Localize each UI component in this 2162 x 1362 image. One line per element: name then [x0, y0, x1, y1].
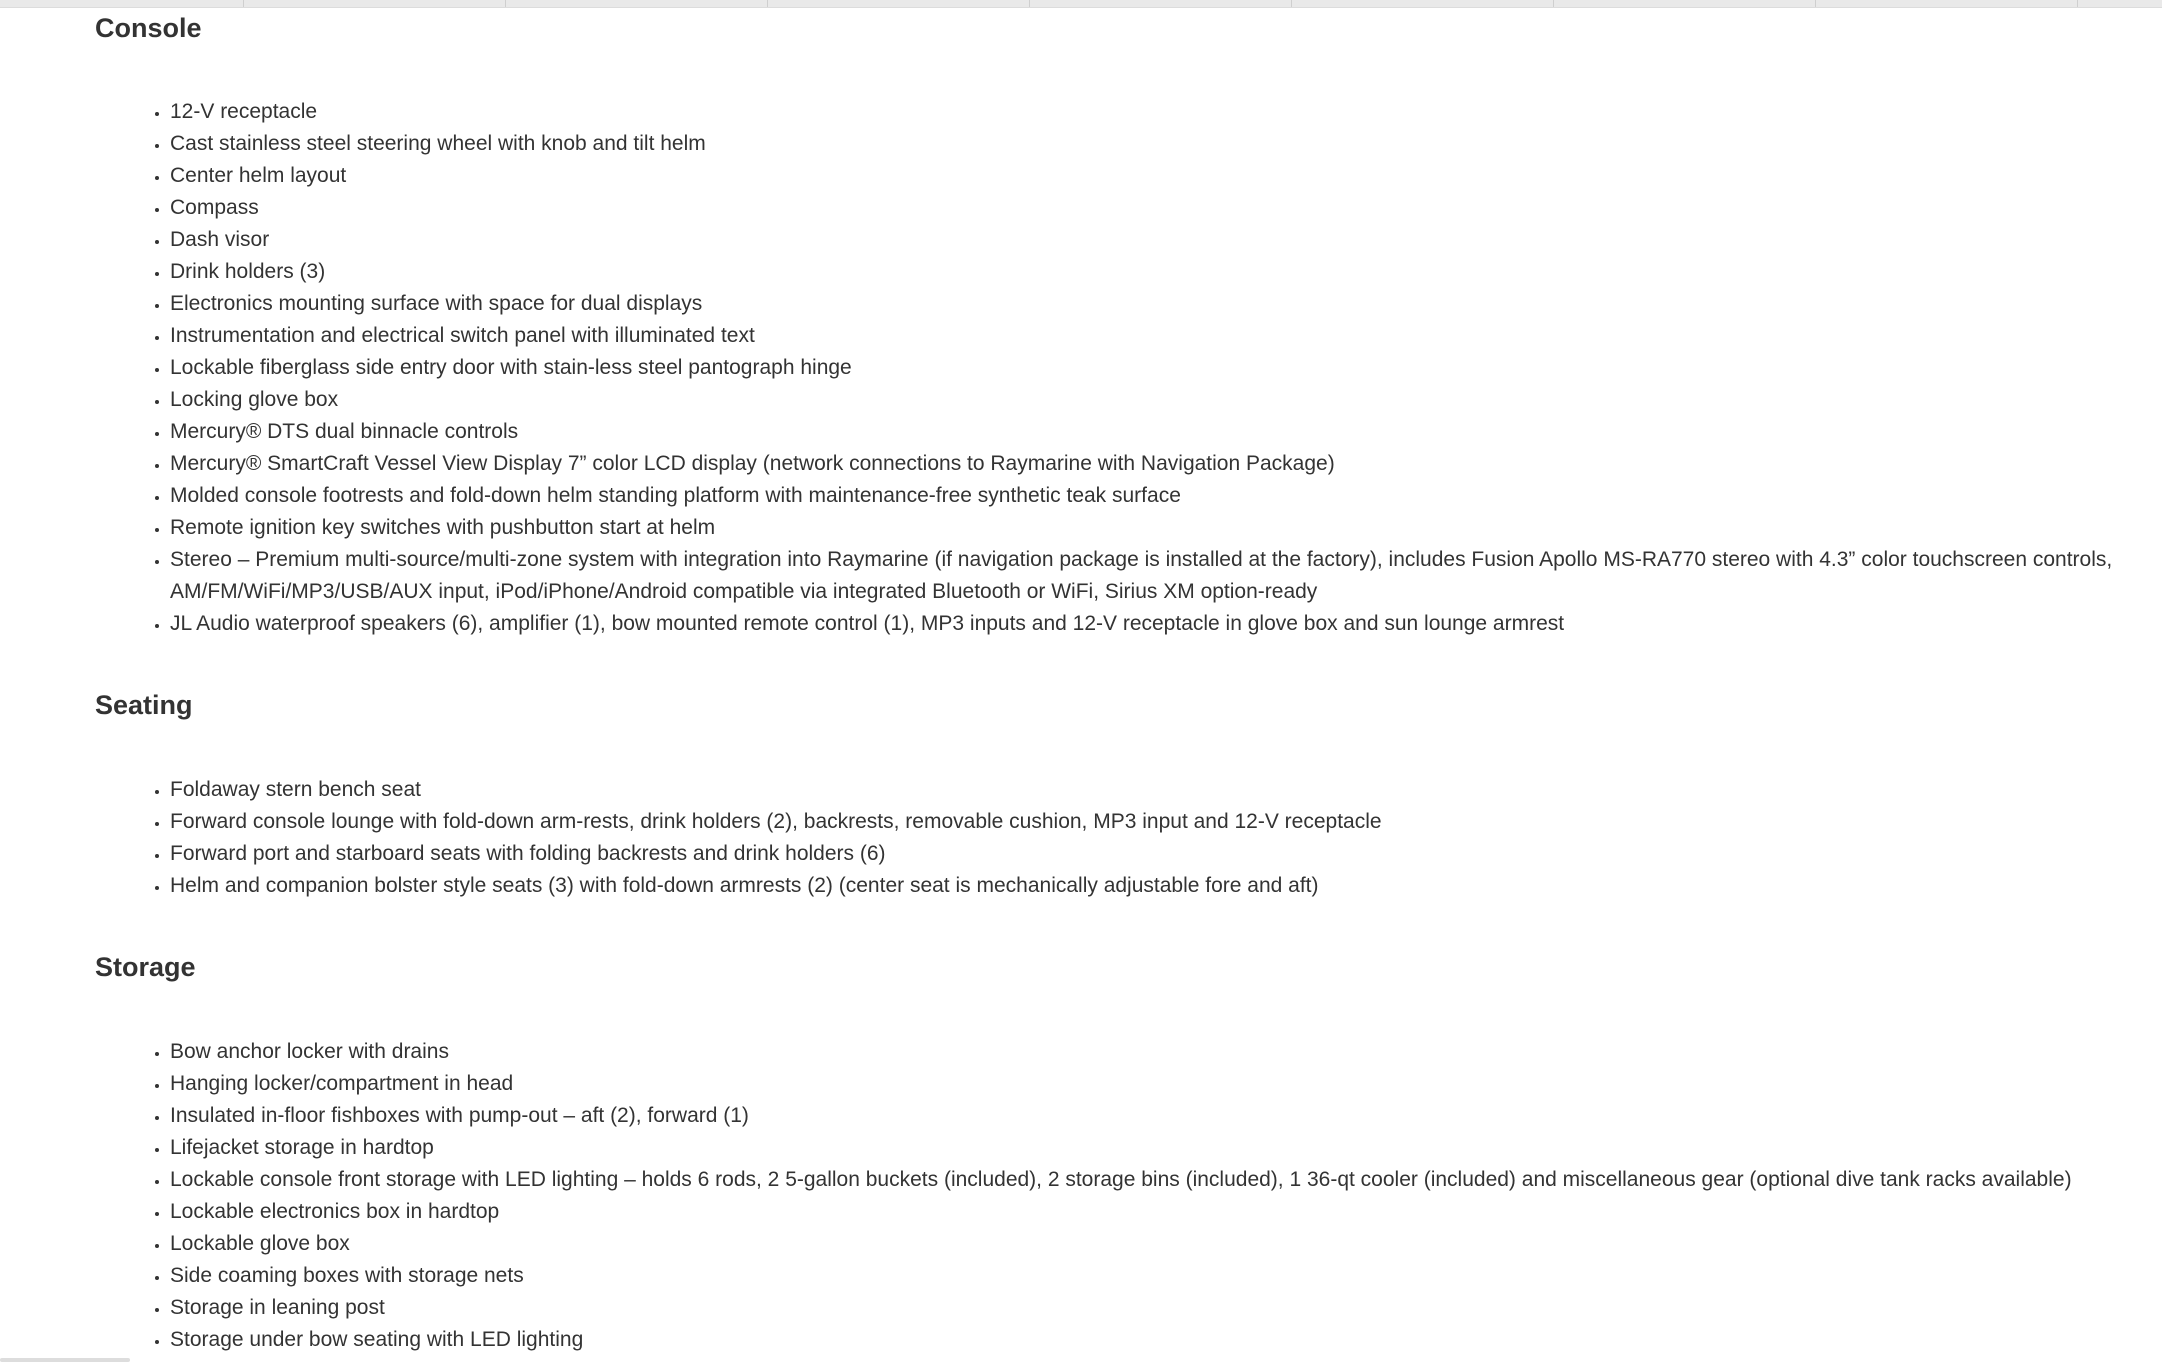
seating-feature-list: [95, 774, 2135, 902]
column-divider: [2077, 0, 2078, 7]
list-item: • 12-V receptacle: [170, 96, 2135, 128]
list-item: • Insulated in-floor fishboxes with pump-out – aft (2), forward (1): [170, 1100, 2135, 1132]
section-title-seating: Seating: [95, 690, 193, 720]
list-item: • Forward console lounge with fold-down arm-rests, drink holders (2), backrests, removable cushion, MP3 input and 12-V receptacle: [170, 806, 2135, 838]
list-item: • Foldaway stern bench seat: [170, 774, 2135, 806]
list-item: • Mercury® DTS dual binnacle controls: [170, 416, 2135, 448]
list-item: • Helm and companion bolster style seats (3) with fold-down armrests (2) (center seat is mechanically adjustable fore and aft): [170, 870, 2135, 902]
list-item: • Bow anchor locker with drains: [170, 1036, 2135, 1068]
list-item: • Lockable console front storage with LED lighting – holds 6 rods, 2 5-gallon buckets (included), 2 storage bins (included), 1 36-qt cooler (included) and miscellaneous gear (optional dive tank racks available): [170, 1164, 2135, 1196]
column-divider: [767, 0, 768, 7]
list-item: • Remote ignition key switches with pushbutton start at helm: [170, 512, 2135, 544]
list-item: • Electronics mounting surface with space for dual displays: [170, 288, 2135, 320]
list-item: • Dash visor: [170, 224, 2135, 256]
list-item: • Center helm layout: [170, 160, 2135, 192]
column-divider: [1291, 0, 1292, 7]
list-item: • JL Audio waterproof speakers (6), amplifier (1), bow mounted remote control (1), MP3 inputs and 12-V receptacle in glove box and sun lounge armrest: [170, 608, 2135, 640]
list-item: • Lockable electronics box in hardtop: [170, 1196, 2135, 1228]
list-item: • Hanging locker/compartment in head: [170, 1068, 2135, 1100]
list-item: • Drink holders (3): [170, 256, 2135, 288]
console-feature-list: [95, 96, 2135, 640]
column-divider: [1029, 0, 1030, 7]
column-divider: [505, 0, 506, 7]
section-title-console: Console: [95, 13, 202, 43]
section-title-storage: Storage: [95, 952, 196, 982]
list-item: • Storage in leaning post: [170, 1292, 2135, 1324]
list-item: • Lockable fiberglass side entry door with stain-less steel pantograph hinge: [170, 352, 2135, 384]
column-divider: [1553, 0, 1554, 7]
list-item: • Forward port and starboard seats with folding backrests and drink holders (6): [170, 838, 2135, 870]
list-item: • Mercury® SmartCraft Vessel View Display 7” color LCD display (network connections to Raymarine with Navigation Package): [170, 448, 2135, 480]
list-item: • Molded console footrests and fold-down helm standing platform with maintenance-free synthetic teak surface: [170, 480, 2135, 512]
scroll-indicator: [0, 1358, 130, 1362]
storage-feature-list: [95, 1036, 2135, 1356]
list-item: • Compass: [170, 192, 2135, 224]
list-item: • Locking glove box: [170, 384, 2135, 416]
list-item: • Side coaming boxes with storage nets: [170, 1260, 2135, 1292]
top-table-edge: [0, 0, 2162, 8]
list-item: • Storage under bow seating with LED lighting: [170, 1324, 2135, 1356]
list-item: • Stereo – Premium multi-source/multi-zone system with integration into Raymarine (if navigation package is installed at the factory), includes Fusion Apollo MS-RA770 stereo with 4.3” color touchscreen controls, AM/FM/WiFi/MP3/USB/AUX input, iPod/iPhone/Android compatible via integrated Bluetooth or WiFi, Sirius XM option-ready: [170, 544, 2135, 608]
column-divider: [243, 0, 244, 7]
list-item: • Lockable glove box: [170, 1228, 2135, 1260]
list-item: • Lifejacket storage in hardtop: [170, 1132, 2135, 1164]
column-divider: [1815, 0, 1816, 7]
list-item: • Instrumentation and electrical switch panel with illuminated text: [170, 320, 2135, 352]
list-item: • Cast stainless steel steering wheel with knob and tilt helm: [170, 128, 2135, 160]
